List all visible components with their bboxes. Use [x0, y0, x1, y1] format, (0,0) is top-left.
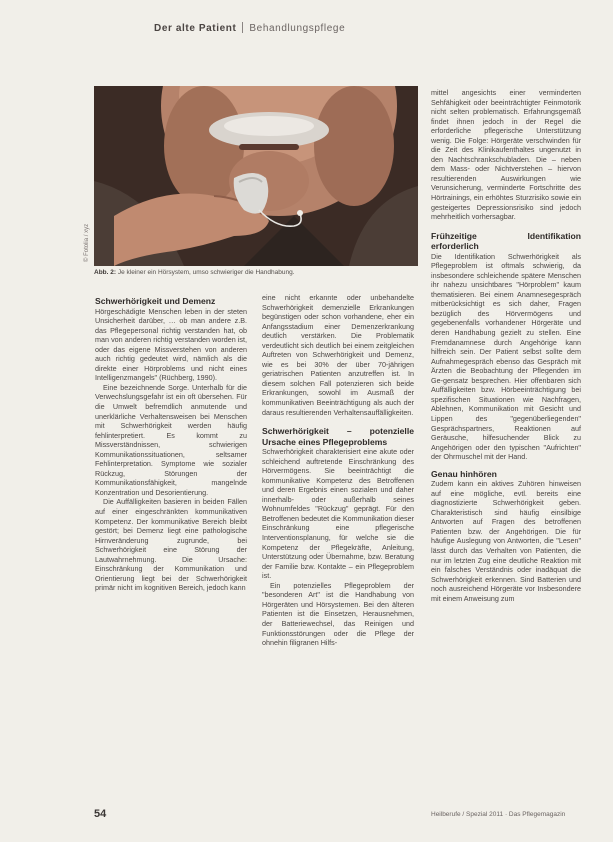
running-header [154, 22, 345, 34]
caption-text: Je kleiner ein Hörsystem, umso schwieriger die Handhabung. [116, 269, 295, 276]
heading-fruehzeitige-identifikation: Frühzeitige Identifikation erforderlich [431, 230, 581, 252]
photo-illustration [94, 86, 418, 266]
paragraph: Zudem kann ein aktives Zuhören hinweisen auf eine mögliche, evtl. bereits eine diagnostizierte Schwerhörigkeit geben. Charakteristisch sind häufig einsilbige Antworten auf Fragen des betroffenen Patienten bzw. der Angehörigen. Die für häufige Auslegung von Antworten, die "Lesen" lässt durch das Verhalten von Patienten, die nur im letzten Zug eine deutliche Reaktion mit ein falsches Verständnis oder inadäquat die Schwerhörigkeit erkennen. Sind Batterien und noch ausreichend Hörgeräte vor Insbesondere mit einem Anweisung zum [431, 479, 581, 603]
column-1 [95, 296, 247, 593]
header-divider [242, 22, 243, 33]
column-3 [431, 88, 581, 603]
heading-schwerhoerigkeit-demenz: Schwerhörigkeit und Demenz [95, 296, 216, 306]
heading-potenzielle-ursache: Schwerhörigkeit – potenzielle Ursache eines Pflegeproblems [262, 426, 414, 447]
paragraph: Die Auffälligkeiten basieren in beiden Fällen auf einer eingeschränkten kommunikativen Kompetenz. Der kommunikative Bereich bleibt gestört; bei Demenz liegt eine pathologische Hirnveränderung zugrunde, bei Schwerhörigkeit eine Störung der Lautwahrnehmung. Die Ursache: Einschränkung der Kommunikation und Orientierung liegt bei der Schwerhörigkeit primär nicht im kognitiven Bereich, jedoch kann [95, 497, 247, 593]
page-number: 54 [94, 808, 107, 820]
photo-credit: © Fotolia / xyz [84, 223, 90, 262]
hearing-aid-photo [94, 86, 418, 266]
paragraph: Eine bezeichnende Sorge. Unterhalb für die Verwechslungsgefahr ist ein oft übersehen. Für die Umwelt befremdlich anmutende und unerklärliche Verhaltensweisen bei Menschen mit Schwerhörigkeit werden häufig fehlinterpretiert. Es kommt zu Missverständnissen, schwierigen Kommunikationssituationen, seltsamer Fehlinterpretation. Symptome wie sozialer Rückzug, Störungen der Kommunikationsfähigkeit, mangelnde Konzentration und Desorientierung. [95, 382, 247, 497]
column-2 [262, 293, 414, 648]
figure-caption [94, 269, 414, 276]
paragraph: Die Identifikation Schwerhörigkeit als Pflegeproblem ist oftmals schwierig, da insbesondere schleichende spätere Menschen ihr nahezu unsichtbares "Hörproblem" kaum thematisieren. Bei einem Anamnesegespräch mitberücksichtigt es sich daher, Fragen bezüglich des Hörvermögens und gegebenenfalls vorhandener Hörgeräte und deren Handhabung gezielt zu stellen. Eine Fremdanamnese durch Angehörige kann hilfreich sein. Der Patient selbst sollte dem Aufnahmegespräch ebenso das Gespräch mit Ärzten die Beobachtung der Pflegenden im Ge-gensatz besprechen. Hier offenbaren sich Auffälligkeiten bzw. Hörbeeinträchtigung bei spezifischen Situationen wie Nachfragen, Ablehnen, Kommunikation mit Gesicht und Lippen des "gegenüberliegenden" Gesprächspartners, Reaktionen auf Geräusche, hilfesuchender Blick zu Angehörigen oder den typischen "Aufrichten" der Ohrmuschel mit der Hand. [431, 251, 581, 462]
paragraph: Ein potenzielles Pflegeproblem der "besonderen Art" ist die Handhabung von Hörgeräten und Hörsystemen. Bei den älteren Patienten ist die Einsetzen, Herausnehmen, der Batteriewechsel, das Reinigen und Funktionsstörungen oder die Pflege der ohnehin filigranen Hilfs- [262, 580, 414, 648]
paragraph: eine nicht erkannte oder unbehandelte Schwerhörigkeit demenzielle Erkrankungen begünstigen oder schon vorhandene, eher ein Anfangsstadium einer Demenzerkrankung deutlich verstärken. Die Problematik verdeutlicht sich deutlich bei einem zeitgleichen Auftreten von Schwerhörigkeit und Demenz, wie es bei 30% der über 70-jährigen geriatrischen Patienten anzutreffen ist. In diesem solchen Fall potenzieren sich beide Erkrankungen, sowohl im Ausmaß der kommunikativen Beeinträchtigung als auch der daraus resultierenden Verhaltensauffälligkeiten. [262, 293, 414, 417]
caption-label: Abb. 2: [94, 269, 117, 276]
header-subsection: Behandlungspflege [249, 23, 346, 34]
header-section: Der alte Patient [154, 23, 237, 34]
journal-footer: Heilberufe / Spezial 2011 · Das Pflegemagazin [431, 811, 566, 818]
paragraph: mittel angesichts einer verminderten Sehfähigkeit oder beeinträchtigter Feinmotorik nicht selten problematisch. Erfahrungsgemäß findet ihnen jedoch in der Regel die erforderliche pflegerische Unterstützung wenig. Die Folge: Hörgeräte verschwinden für die Zeit des Klinikaufenthaltes ungenutzt in den Nachtschrankschubladen. Die – neben dem Mass- oder Nichtverstehen – hiervon resultierenden Auswirkungen wie Verunsicherung, verminderte Fortschritte des Hörtrainings, ein erhöhtes Sturzrisiko sowie ein gesteigertes Depressionsrisiko sind jedoch mehrheitlich vorhersagbar. [431, 88, 581, 222]
heading-genau-hinhoeren: Genau hinhören [431, 468, 497, 479]
paragraph: Hörgeschädigte Menschen leben in der steten Unsicherheit darüber, … ob man andere z.B. das Pflegepersonal richtig verstanden hat, ob man von anderen richtig verstanden worden ist, oder das eigene Missverstehen von anderen auch richtig gedeutet wird, nämlich als die direkte einer Hörproblems und nicht eines Intelligenzmangels" (Rüchberg, 1990). [95, 306, 247, 383]
paragraph: Schwerhörigkeit charakterisiert eine akute oder schleichend auftretende Einschränkung des Hörvermögens. Sie beeinträchtigt die kommunikative Kompetenz des Betroffenen und deren Ergebnis einen sozialen und daher innerhalb- oder außerhalb seines Wohnumfeldes "Rückzug" geprägt. Für den Betroffenen bedeutet die Kommunikation dieser Einschränkung eine pflegerische Interventionsplanung, für welche sie die Kompetenz der Pflegekräfte, Anleitung, Unterstützung oder Übernahme, bzw. Beratung der Familie bzw. Kontakte – ein Pflegeproblem ist. [262, 447, 414, 581]
